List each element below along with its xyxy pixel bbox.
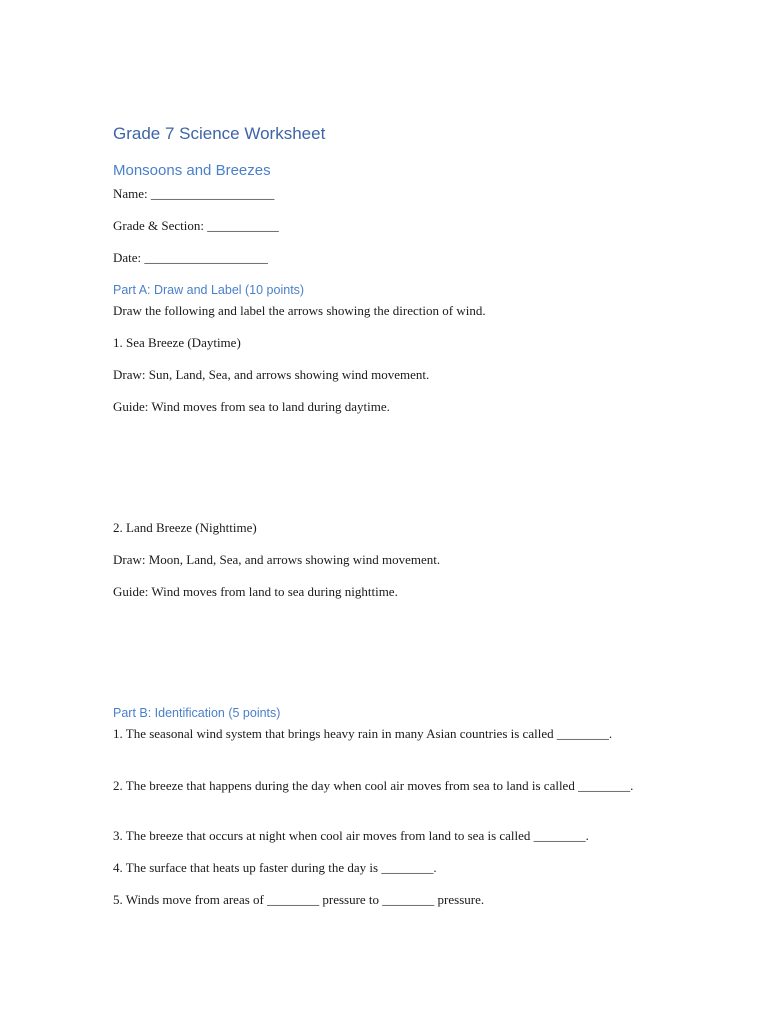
grade-section-field: Grade & Section: ___________ [113, 218, 279, 233]
question-4: 4. The surface that heats up faster during the day is ________. [113, 860, 437, 875]
sea-breeze-draw: Draw: Sun, Land, Sea, and arrows showing wind movement. [113, 367, 430, 382]
question-3: 3. The breeze that occurs at night when cool air moves from land to sea is called ________. [113, 828, 589, 843]
land-breeze-draw: Draw: Moon, Land, Sea, and arrows showing wind movement. [113, 552, 441, 567]
question-1: 1. The seasonal wind system that brings heavy rain in many Asian countries is called ________. [113, 726, 613, 741]
date-field: Date: ___________________ [113, 250, 268, 265]
page-title: Grade 7 Science Worksheet [113, 124, 326, 143]
sea-breeze-guide: Guide: Wind moves from sea to land during daytime. [113, 399, 390, 414]
part-a-instruction: Draw the following and label the arrows showing the direction of wind. [113, 303, 486, 318]
page-subtitle: Monsoons and Breezes [113, 162, 271, 179]
land-breeze-title: 2. Land Breeze (Nighttime) [113, 520, 257, 535]
land-breeze-guide: Guide: Wind moves from land to sea during nighttime. [113, 584, 398, 599]
question-2: 2. The breeze that happens during the day when cool air moves from sea to land is called ________. [113, 778, 634, 793]
name-field: Name: ___________________ [113, 186, 275, 201]
part-b-heading: Part B: Identification (5 points) [113, 706, 281, 720]
question-5: 5. Winds move from areas of ________ pressure to ________ pressure. [113, 892, 485, 907]
part-a-heading: Part A: Draw and Label (10 points) [113, 283, 305, 297]
sea-breeze-title: 1. Sea Breeze (Daytime) [113, 335, 241, 350]
